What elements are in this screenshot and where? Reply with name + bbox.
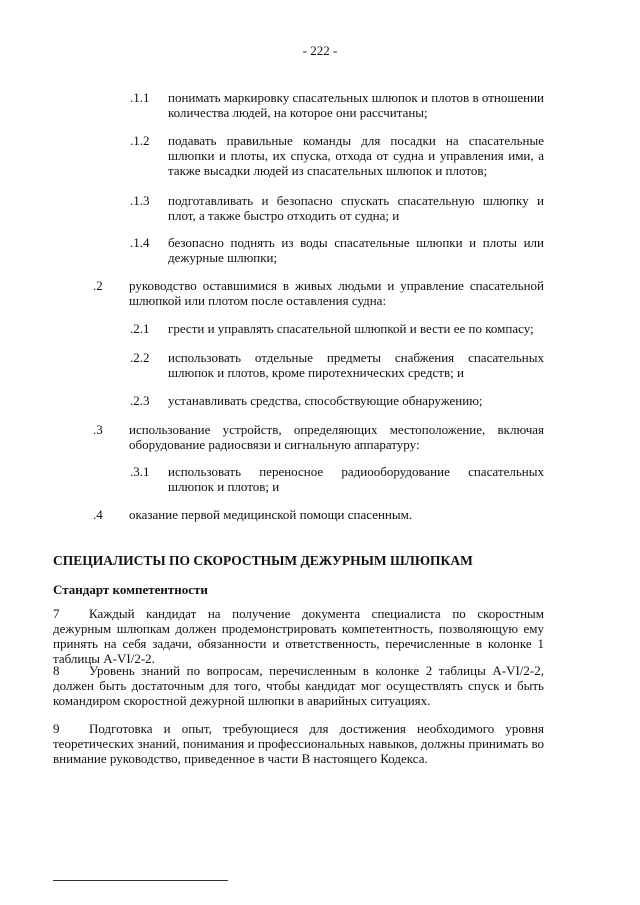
list-item-text: подготавливать и безопасно спускать спасательную шлюпку и плот, а также быстро отходить от судна; и	[168, 193, 544, 223]
list-item-text: использовать отдельные предметы снабжения спасательных шлюпок и плотов, кроме пиротехнических средств; и	[168, 350, 544, 380]
list-item-text: безопасно поднять из воды спасательные шлюпки и плоты или дежурные шлюпки;	[168, 235, 544, 265]
list-item-number: .1.4	[130, 235, 150, 250]
list-item	[93, 278, 544, 308]
list-item-text: оказание первой медицинской помощи спасенным.	[129, 507, 413, 522]
list-item-text: использование устройств, определяющих местоположение, включая оборудование радиосвязи и сигнальную аппаратуру:	[129, 422, 544, 452]
paragraph-text: Подготовка и опыт, требующиеся для достижения необходимого уровня теоретических знаний, понимания и профессиональных навыков, должны принимать во внимание руководство, приведенное в части B настоящего Кодекса.	[53, 721, 544, 766]
list-item-number: .1.2	[130, 133, 150, 148]
list-item	[130, 133, 544, 178]
numbered-paragraph	[53, 721, 544, 766]
list-item-number: .2.3	[130, 393, 150, 408]
paragraph-text: Каждый кандидат на получение документа специалиста по скоростным дежурным шлюпкам должен продемонстрировать компетентность, позволяющую ему принять на себя задачи, обязанности и ответственность, перечисленные в колонке 1 таблицы A-VI/2-2.	[53, 606, 544, 666]
paragraph-number: 9	[53, 721, 60, 736]
list-item	[130, 235, 544, 265]
list-item-text: грести и управлять спасательной шлюпкой и вести ее по компасу;	[168, 321, 534, 336]
list-item-text: понимать маркировку спасательных шлюпок и плотов в отношении количества людей, на которое они рассчитаны;	[168, 90, 544, 120]
footnote-divider	[53, 880, 228, 881]
list-item-number: .2	[93, 278, 103, 293]
list-item	[130, 90, 544, 120]
paragraph-text: Уровень знаний по вопросам, перечисленным в колонке 2 таблицы A-VI/2-2, должен быть достаточным для того, чтобы кандидат мог осуществлять спуск и быть командиром скоростной дежурной шлюпки в аварийных ситуациях.	[53, 663, 544, 708]
list-item-text: руководство оставшимися в живых людьми и управление спасательной шлюпкой или плотом после оставления судна:	[129, 278, 544, 308]
list-item-number: .2.2	[130, 350, 150, 365]
list-item-text: устанавливать средства, способствующие обнаружению;	[168, 393, 483, 408]
paragraph-number: 7	[53, 606, 60, 621]
numbered-paragraph	[53, 663, 544, 708]
list-item	[93, 507, 544, 522]
list-item-number: .4	[93, 507, 103, 522]
paragraph-number: 8	[53, 663, 60, 678]
list-item-text: использовать переносное радиооборудование спасательных шлюпок и плотов; и	[168, 464, 544, 494]
numbered-paragraph	[53, 606, 544, 666]
sub-heading: Стандарт компетентности	[53, 582, 208, 597]
list-item	[130, 193, 544, 223]
list-item	[93, 422, 544, 452]
list-item-number: .2.1	[130, 321, 150, 336]
list-item	[130, 350, 544, 380]
list-item	[130, 393, 544, 408]
section-heading: СПЕЦИАЛИСТЫ ПО СКОРОСТНЫМ ДЕЖУРНЫМ ШЛЮПКАМ	[53, 553, 473, 568]
list-item	[130, 321, 544, 336]
page-number: - 222 -	[302, 43, 338, 58]
list-item-number: .1.3	[130, 193, 150, 208]
list-item	[130, 464, 544, 494]
list-item-text: подавать правильные команды для посадки на спасательные шлюпки и плоты, их спуска, отхода от судна и управления ими, а также высадки людей из спасательных шлюпок и плотов;	[168, 133, 544, 178]
list-item-number: .1.1	[130, 90, 150, 105]
list-item-number: .3	[93, 422, 103, 437]
list-item-number: .3.1	[130, 464, 150, 479]
